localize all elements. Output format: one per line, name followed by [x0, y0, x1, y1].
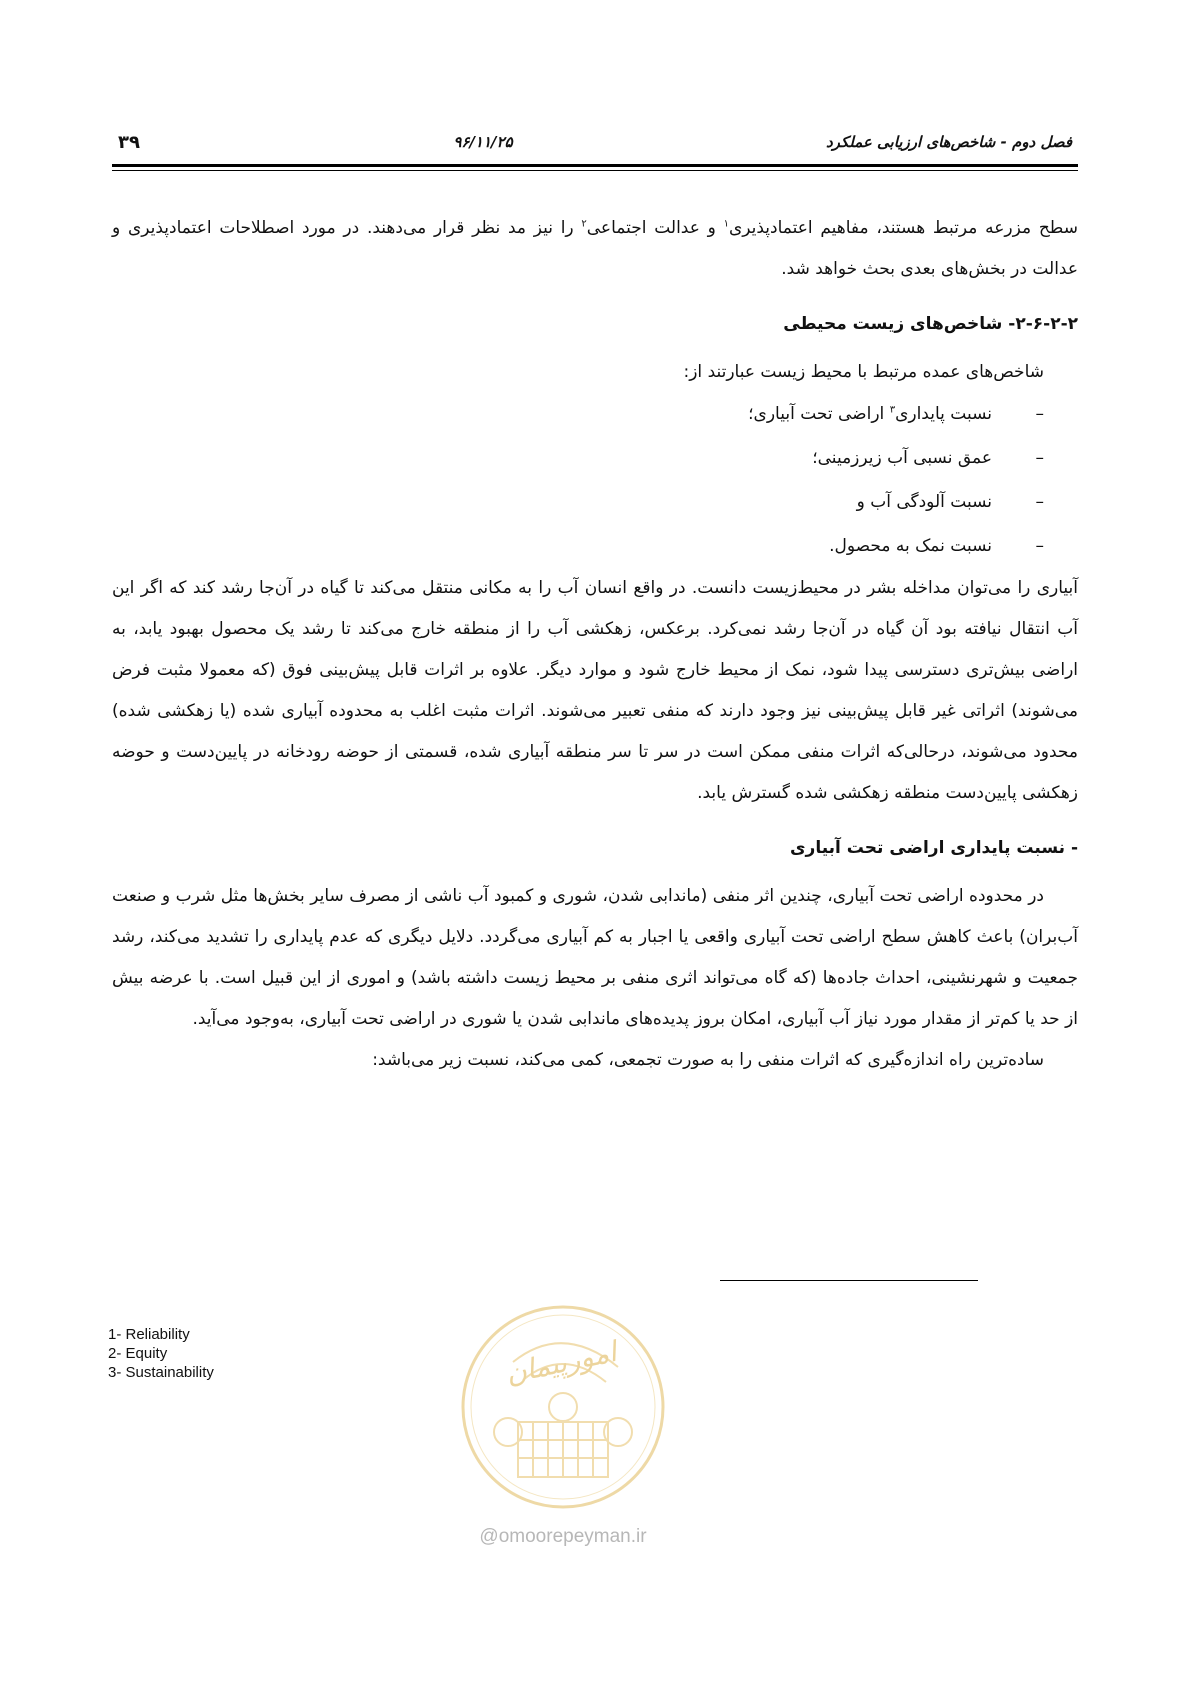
footnote-ref-1: ۱	[723, 218, 729, 230]
list-item-1-part-a: نسبت پایداری	[895, 404, 992, 424]
bullet-dash: –	[1035, 448, 1044, 468]
list-intro: شاخص‌های عمده مرتبط با محیط زیست عبارتند از:	[683, 362, 1044, 382]
paragraph-4: ساده‌ترین راه اندازه‌گیری که اثرات منفی را به صورت تجمعی، کمی می‌کند، نسبت زیر می‌باشد:	[372, 1050, 1044, 1070]
list-item	[112, 436, 1044, 480]
footnote-3: 3- Sustainability	[108, 1364, 214, 1381]
paragraph-1	[112, 208, 1078, 290]
paragraph-3: در محدوده اراضی تحت آبیاری، چندین اثر منفی (ماندابی شدن، شوری و کمبود آب ناشی از مصرف سایر بخش‌ها مثل شرب و صنعت آب‌بران) باعث کاهش سطح اراضی تحت آبیاری واقعی یا اجبار به کم آبیاری می‌گردد. دلایل دیگری که عدم پایداری را تشدید می‌کند، رشد جمعیت و شهرنشینی، احداث جاده‌ها (که گاه می‌تواند اثری منفی بر محیط زیست داشته باشد) و اموری از این قبیل است. با عرضه بیش از حد یا کم‌تر از مقدار مورد نیاز آب آبیاری، امکان بروز پدیده‌های ماندابی شدن یا شوری در اراضی تحت آبیاری، به‌وجود می‌آید.	[112, 886, 1078, 1029]
paragraph-1-part-b: و عدالت اجتماعی	[586, 218, 724, 238]
header-rule-thick	[112, 164, 1078, 167]
subsection-heading: - نسبت پایداری اراضی تحت آبیاری	[789, 838, 1078, 858]
list-item	[112, 524, 1044, 568]
bullet-dash: –	[1035, 492, 1044, 512]
footnote-2: 2- Equity	[108, 1345, 168, 1362]
running-header	[118, 126, 1072, 158]
indicator-list	[112, 392, 1078, 568]
footnote-1: 1- Reliability	[108, 1326, 190, 1343]
footnote-ref-2: ۲	[581, 218, 587, 230]
header-date: ۹۶/۱۱/۲۵	[453, 133, 513, 151]
list-item	[112, 392, 1044, 436]
footnotes	[108, 1325, 214, 1382]
list-item	[112, 480, 1044, 524]
watermark-url: @omoorepeyman.ir	[479, 1526, 647, 1547]
section-heading: ۲-۶-۲-۲- شاخص‌های زیست محیطی	[783, 314, 1078, 334]
bullet-dash: –	[1035, 404, 1044, 424]
paragraph-2: آبیاری را می‌توان مداخله بشر در محیط‌زیست دانست. در واقع انسان آب را به مکانی منتقل می‌کند تا گیاه در آن‌جا رشد کند که اگر این آب انتقال نیافته بود آن گیاه در آن‌جا رشد نمی‌کرد. برعکس، زهکشی آب را از منطقه خارج می‌کند تا رشد یک محصول بهبود یابد، به اراضی بیش‌تری دسترسی پیدا شود، نمک از محیط خارج شود و موارد دیگر. علاوه بر اثرات قابل پیش‌بینی فوق (که معمولا مثبت فرض می‌شوند) اثراتی غیر قابل پیش‌بینی نیز وجود دارند که منفی تعبیر می‌شوند. اثرات مثبت اغلب به محدوده آبیاری شده (یا زهکشی شده) محدود می‌شوند، درحالی‌که اثرات منفی ممکن است در سر تا سر منطقه آبیاری شده، قسمتی از حوضه رودخانه در پایین‌دست و حوضه زهکشی پایین‌دست منطقه زهکشی شده گسترش یابد.	[112, 578, 1078, 803]
paragraph-1-part-a: سطح مزرعه مرتبط هستند، مفاهیم اعتمادپذیری	[728, 218, 1078, 238]
list-item-2: عمق نسبی آب زیرزمینی؛	[812, 448, 992, 468]
header-rule-thin	[112, 170, 1078, 171]
watermark-logo	[458, 1302, 668, 1512]
list-item-3: نسبت آلودگی آب و	[856, 492, 992, 512]
footnote-ref-3: ۳	[889, 404, 896, 416]
list-item-1-part-b: اراضی تحت آبیاری؛	[748, 404, 890, 424]
page-number: ۳۹	[118, 131, 140, 153]
bullet-dash: –	[1035, 536, 1044, 556]
body-text	[112, 208, 1078, 1081]
chapter-title: فصل دوم - شاخص‌های ارزیابی عملکرد	[826, 133, 1072, 151]
paragraph-1-part-c: را نیز مد نظر قرار می‌دهند. در مورد اصطلاحات اعتمادپذیری و عدالت در بخش‌های بعدی بحث خواهد شد.	[112, 218, 1078, 279]
footnote-separator	[720, 1280, 978, 1281]
logo-lettering: امورپیمان	[502, 1334, 620, 1391]
list-item-4: نسبت نمک به محصول.	[829, 536, 992, 556]
